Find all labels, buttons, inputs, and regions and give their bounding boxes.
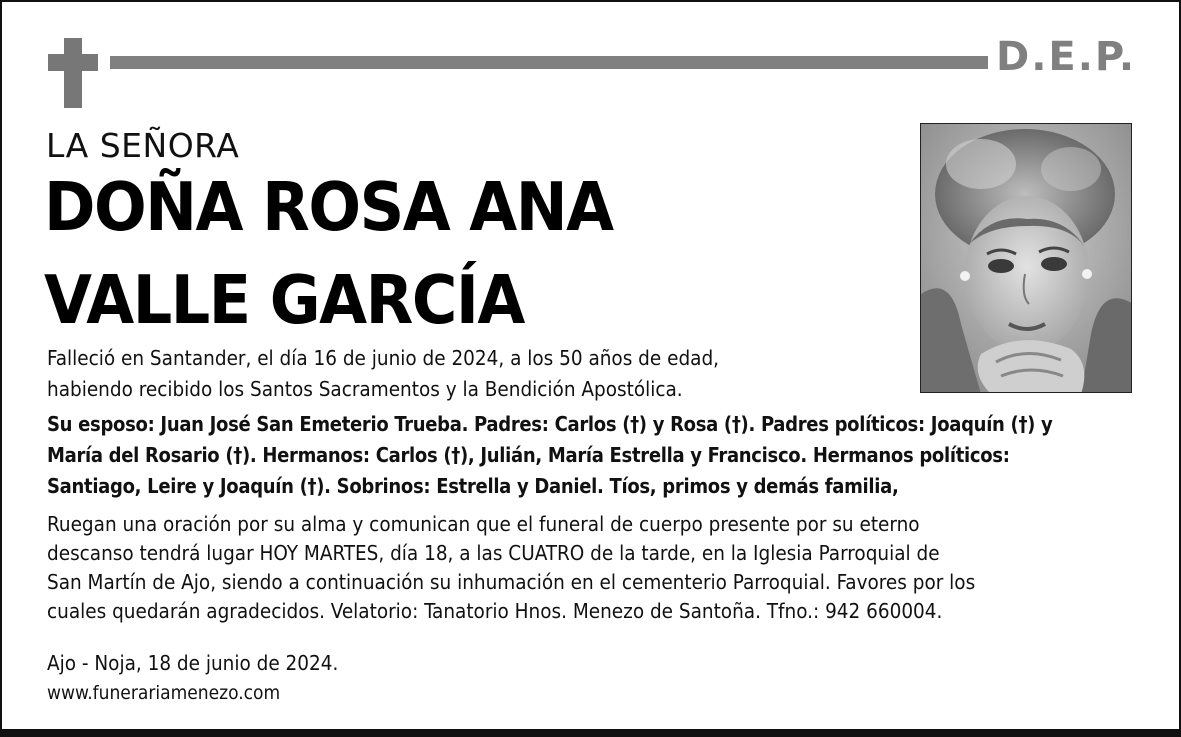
deceased-name (44, 167, 613, 360)
family-list (47, 409, 1137, 502)
death-details (47, 343, 897, 405)
funeral-line-1: Ruegan una oración por su alma y comunican que el funeral de cuerpo presente por su eterno (47, 512, 920, 536)
death-line-1: Falleció en Santander, el día 16 de junio de 2024, a los 50 años de edad, (47, 346, 720, 370)
header-rule (110, 56, 988, 69)
name-line-2: VALLE GARCÍA (44, 260, 524, 340)
funeral-details (47, 510, 1137, 626)
family-line-3: Santiago, Leire y Joaquín (†). Sobrinos: Estrella y Daniel. Tíos, primos y demás familia, (47, 474, 899, 498)
dep-label: D.E.P. (996, 34, 1137, 80)
family-line-1: Su esposo: Juan José San Emeterio Trueba. Padres: Carlos (†) y Rosa (†). Padres políticos: Joaquín (†) y (47, 412, 1053, 436)
bottom-border (0, 729, 1181, 737)
death-line-2: habiendo recibido los Santos Sacramentos y la Bendición Apostólica. (47, 377, 683, 401)
latin-cross-icon (48, 38, 98, 108)
website-link[interactable]: www.funerariamenezo.com (47, 682, 281, 704)
name-line-1: DOÑA ROSA ANA (44, 167, 613, 247)
title-prefix: LA SEÑORA (46, 126, 240, 165)
portrait-photo (920, 123, 1132, 393)
funeral-line-3: San Martín de Ajo, siendo a continuación su inhumación en el cementerio Parroquial. Favores por los (47, 570, 976, 594)
family-line-2: María del Rosario (†). Hermanos: Carlos (†), Julián, María Estrella y Francisco. Hermanos políticos: (47, 443, 1010, 467)
funeral-line-4: cuales quedarán agradecidos. Velatorio: Tanatorio Hnos. Menezo de Santoña. Tfno.: 942 660004. (47, 599, 943, 623)
place-date: Ajo - Noja, 18 de junio de 2024. (47, 651, 339, 675)
funeral-line-2: descanso tendrá lugar HOY MARTES, día 18, a las CUATRO de la tarde, en la Iglesia Parroquial de (47, 541, 940, 565)
